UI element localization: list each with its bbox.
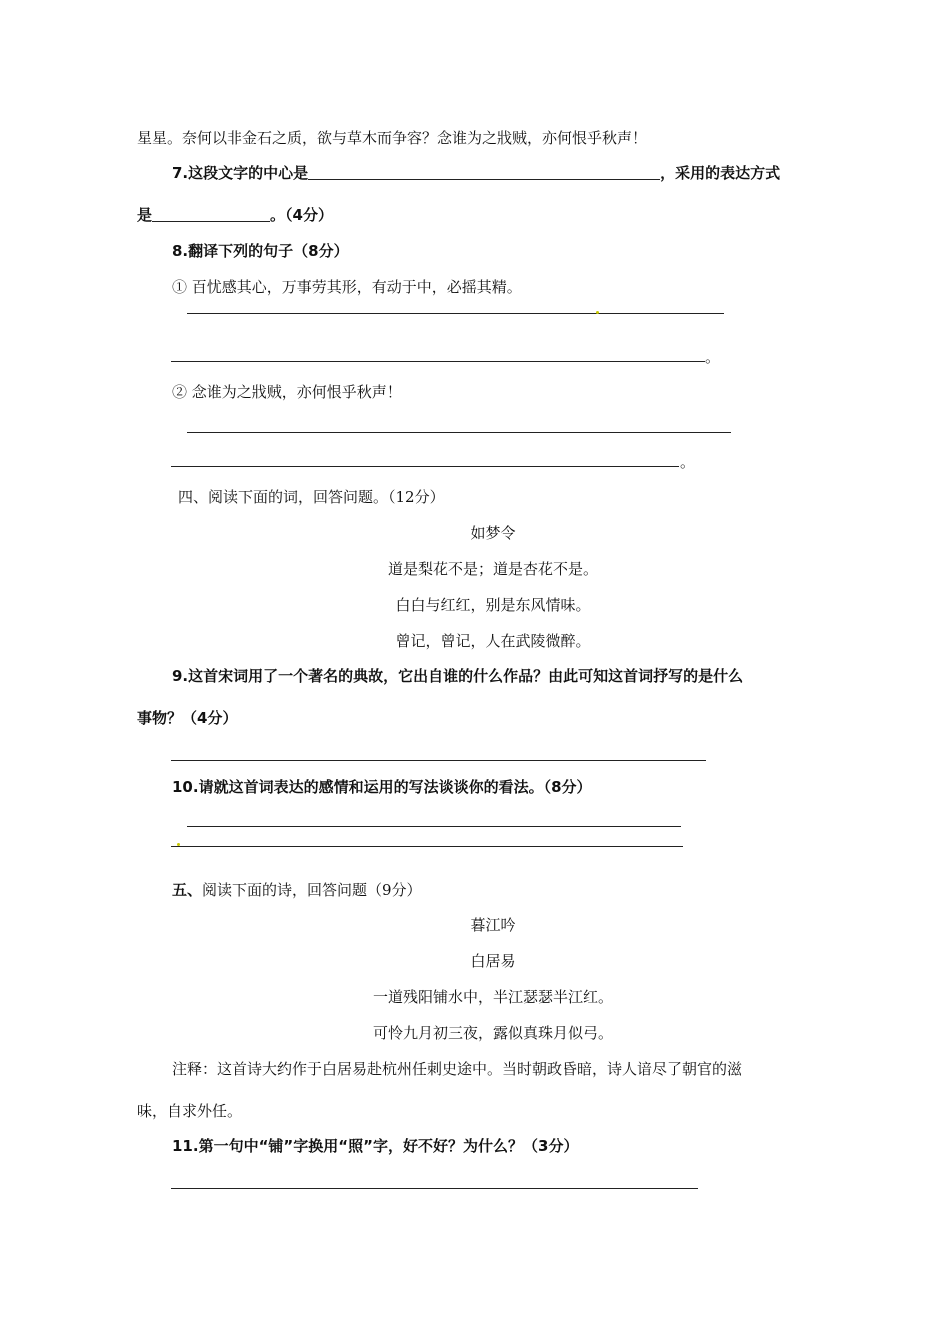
question-7-line2	[137, 205, 333, 225]
answer-line-10b[interactable]	[171, 846, 683, 847]
question-11-title: 11.第一句中“铺”字换用“照”字，好不好？为什么？（3分）	[172, 1137, 579, 1155]
question-7-line1	[172, 163, 780, 183]
end-mark: 。	[705, 348, 721, 366]
question-7-line2-suffix: 。（4分）	[270, 206, 333, 224]
section-5-heading-text: 阅读下面的诗，回答问题（9分）	[202, 881, 422, 899]
answer-blank-7a[interactable]	[308, 165, 660, 180]
question-8-sentence-1: ① 百忧感其心，万事劳其形，有动于中，必摇其精。	[172, 278, 522, 296]
note-line2: 味，自求外任。	[137, 1102, 243, 1120]
poem-line: 一道残阳铺水中，半江瑟瑟半江红。	[372, 988, 613, 1006]
note-line1: 注释：这首诗大约作于白居易赴杭州任刺史途中。当时朝政昏暗，诗人谙尽了朝官的滋	[172, 1060, 743, 1078]
question-7-mid: ，采用的表达方式	[660, 164, 781, 182]
question-7-prefix: 7.这段文字的中心是	[172, 164, 309, 182]
poem-author: 白居易	[470, 952, 516, 970]
answer-line-10a[interactable]	[187, 826, 681, 827]
answer-line-11[interactable]	[171, 1188, 698, 1189]
answer-line-8-2b[interactable]	[171, 466, 679, 467]
stray-mark	[596, 311, 599, 314]
answer-line-8-1a[interactable]	[187, 313, 724, 314]
question-9-line1: 9.这首宋词用了一个著名的典故，它出自谁的什么作品？由此可知这首词抒写的是什么	[172, 667, 744, 685]
question-10-title: 10.请就这首词表达的感情和运用的写法谈谈你的看法。（8分）	[172, 778, 592, 796]
question-8-sentence-2: ② 念谁为之戕贼，亦何恨乎秋声！	[172, 383, 402, 401]
question-7-line2-prefix: 是	[137, 206, 153, 224]
poem-title-mujiangyin: 暮江吟	[470, 916, 516, 934]
answer-line-8-2a[interactable]	[187, 432, 731, 433]
poem-title-rumengling: 如梦令	[470, 524, 516, 542]
poem-line: 道是梨花不是；道是杏花不是。	[387, 560, 598, 578]
answer-line-8-1b[interactable]	[171, 361, 705, 362]
poem-line: 可怜九月初三夜，露似真珠月似弓。	[372, 1024, 613, 1042]
answer-blank-7b[interactable]	[152, 207, 270, 222]
passage-tail: 星星。奈何以非金石之质，欲与草木而争容？念谁为之戕贼，亦何恨乎秋声！	[137, 129, 648, 147]
stray-mark	[177, 843, 180, 846]
question-9-line2: 事物？（4分）	[137, 709, 238, 727]
section-4-heading: 四、阅读下面的词，回答问题。（12分）	[178, 488, 445, 506]
question-8-title: 8.翻译下列的句子（8分）	[172, 242, 349, 260]
section-5-heading: 五、阅读下面的诗，回答问题（9分）	[172, 881, 422, 899]
poem-line: 曾记，曾记，人在武陵微醉。	[395, 632, 591, 650]
poem-line: 白白与红红，别是东风情味。	[395, 596, 591, 614]
end-mark: 。	[680, 453, 696, 471]
answer-line-9[interactable]	[171, 760, 706, 761]
